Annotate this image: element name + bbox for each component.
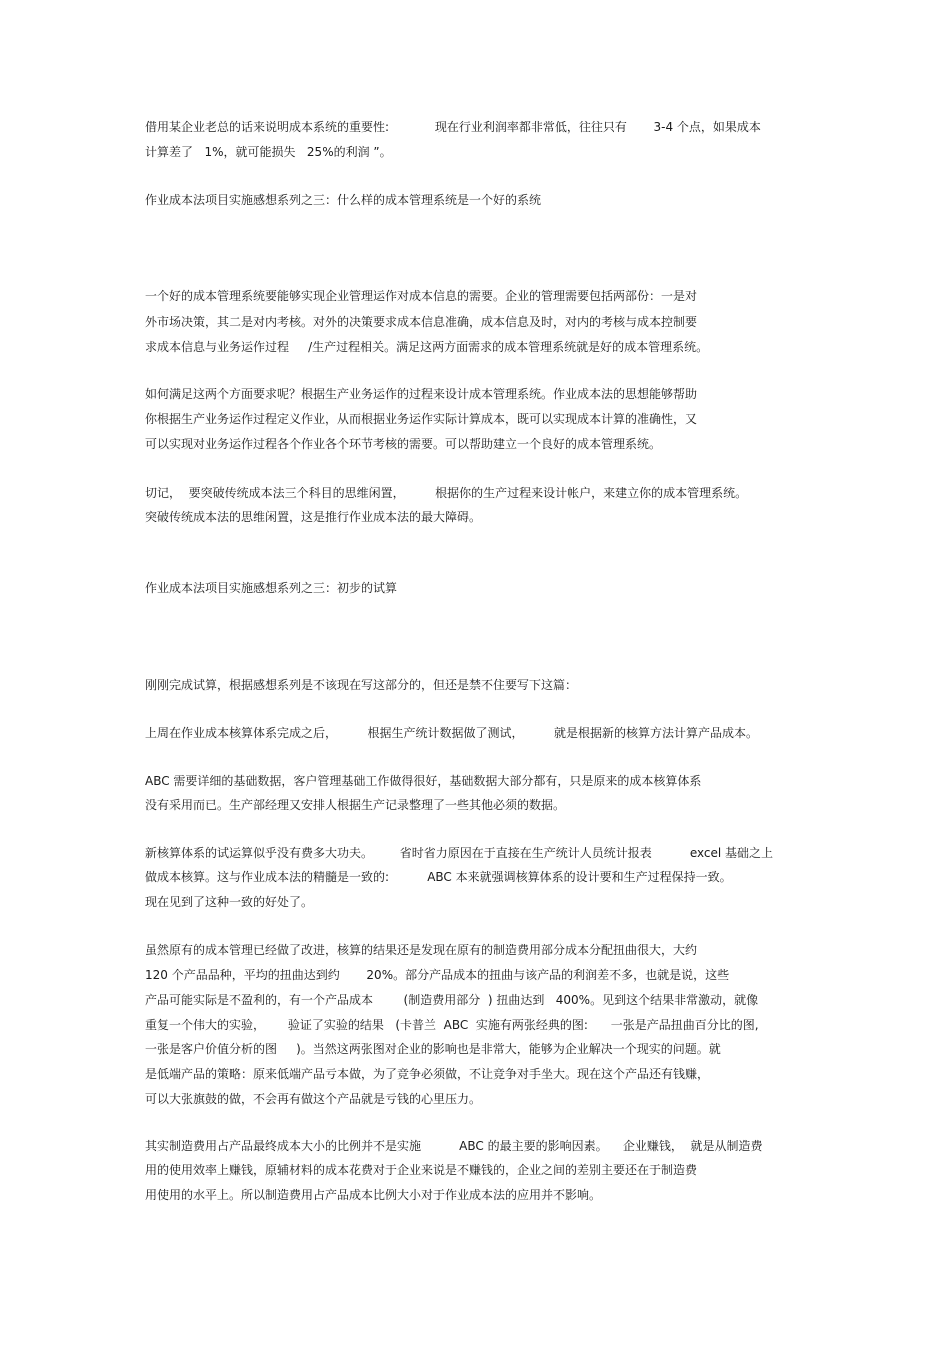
- paragraph-line: 120 个产品品种，平均的扭曲达到约 20%。部分产品成本的扭曲与该产品的利润差不多，也就是说，这些: [145, 968, 730, 982]
- paragraph-line: 一个好的成本管理系统要能够实现企业管理运作对成本信息的需要。企业的管理需要包括两部份：一是对: [145, 289, 698, 303]
- paragraph-line: 突破传统成本法的思维闲置，这是推行作业成本法的最大障碍。: [145, 510, 482, 524]
- paragraph-line: 没有采用而已。生产部经理又安排人根据生产记录整理了一些其他必须的数据。: [145, 798, 566, 812]
- paragraph-line: 重复一个伟大的实验， 验证了实验的结果 (卡普兰 ABC 实施有两张经典的图: 一张是产品扭曲百分比的图,: [145, 1018, 759, 1032]
- paragraph-line: 虽然原有的成本管理已经做了改进，核算的结果还是发现在原有的制造费用部分成本分配扭曲很大，大约: [145, 943, 698, 957]
- paragraph-line: 上周在作业成本核算体系完成之后， 根据生产统计数据做了测试， 就是根据新的核算方法计算产品成本。: [145, 726, 759, 740]
- intro-line: 计算差了 1%，就可能损失 25%的利润 ”。: [145, 145, 392, 159]
- paragraph-line: 做成本核算。这与作业成本法的精髓是一致的: ABC 本来就强调核算体系的设计要和生产过程保持一致。: [145, 870, 732, 884]
- paragraph-line: 切记， 要突破传统成本法三个科目的思维闲置， 根据你的生产过程来设计帐户，来建立你的成本管理系统。: [145, 486, 748, 500]
- paragraph-line: 外市场决策，其二是对内考核。对外的决策要求成本信息准确，成本信息及时，对内的考核与成本控制要: [145, 315, 698, 329]
- paragraph-line: 新核算体系的试运算似乎没有费多大功夫。 省时省力原因在于直接在生产统计人员统计报表 excel 基础之上: [145, 846, 774, 860]
- paragraph-line: ABC 需要详细的基础数据，客户管理基础工作做得很好，基础数据大部分都有，只是原来的成本核算体系: [145, 774, 702, 788]
- paragraph-line: 是低端产品的策略：原来低端产品亏本做，为了竞争必须做，不让竞争对手坐大。现在这个产品还有钱赚，: [145, 1067, 710, 1081]
- paragraph-line: 其实制造费用占产品最终成本大小的比例并不是实施 ABC 的最主要的影响因素。 企业赚钱， 就是从制造费: [145, 1139, 763, 1153]
- paragraph-line: 产品可能实际是不盈利的，有一个产品成本 (制造费用部分 ) 扭曲达到 400%。见到这个结果非常激动，就像: [145, 993, 759, 1007]
- paragraph-line: 如何满足这两个方面要求呢？根据生产业务运作的过程来设计成本管理系统。作业成本法的思想能够帮助: [145, 387, 698, 401]
- intro-line: 借用某企业老总的话来说明成本系统的重要性: 现在行业利润率都非常低，往往只有 3-4 个点，如果成本: [145, 120, 761, 134]
- paragraph-line: 用使用的水平上。所以制造费用占产品成本比例大小对于作业成本法的应用并不影响。: [145, 1188, 602, 1202]
- paragraph-line: 你根据生产业务运作过程定义作业，从而根据业务运作实际计算成本，既可以实现成本计算的准确性，又: [145, 412, 698, 426]
- paragraph-line: 刚刚完成试算，根据感想系列是不该现在写这部分的，但还是禁不住要写下这篇：: [145, 678, 578, 692]
- paragraph-line: 可以实现对业务运作过程各个作业各个环节考核的需要。可以帮助建立一个良好的成本管理系统。: [145, 437, 662, 451]
- paragraph-line: 用的使用效率上赚钱，原辅材料的成本花费对于企业来说是不赚钱的，企业之间的差别主要还在于制造费: [145, 1163, 698, 1177]
- section-heading: 作业成本法项目实施感想系列之三：什么样的成本管理系统是一个好的系统: [145, 193, 542, 207]
- section-heading: 作业成本法项目实施感想系列之三：初步的试算: [145, 581, 398, 595]
- paragraph-line: 可以大张旗鼓的做，不会再有做这个产品就是亏钱的心里压力。: [145, 1092, 482, 1106]
- paragraph-line: 一张是客户价值分析的图 )。当然这两张图对企业的影响也是非常大，能够为企业解决一个现实的问题。就: [145, 1042, 721, 1056]
- paragraph-line: 现在见到了这种一致的好处了。: [145, 895, 314, 909]
- paragraph-line: 求成本信息与业务运作过程 /生产过程相关。满足这两方面需求的成本管理系统就是好的成本管理系统。: [145, 340, 709, 354]
